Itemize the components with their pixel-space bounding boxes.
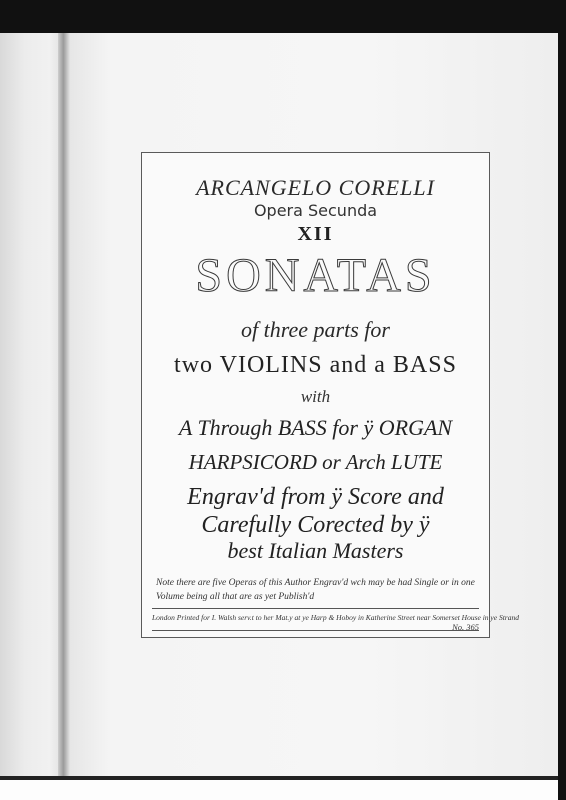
opus-number: Opera Secunda (253, 201, 378, 220)
scan-bottom-border (0, 776, 558, 780)
left-page-edge (0, 33, 62, 778)
engraved-title-plate (141, 152, 519, 638)
subtitle-line-8: best Italian Masters (227, 538, 404, 563)
publication-note: Note there are five Operas of this Author Engrav'd wch may be had Single or in one Volume being all that are as yet Publish'd (156, 578, 475, 602)
subtitle-line-1: of three parts for (241, 317, 390, 342)
sonata-count: XII (297, 223, 334, 245)
scan-top-border (0, 0, 566, 33)
imprint-bottom-rule (152, 630, 479, 631)
composer-name: ARCANGELO CORELLI (196, 175, 435, 200)
subtitle-line-2: two VIOLINS and a BASS (174, 352, 457, 378)
scan-right-border (558, 0, 566, 800)
subtitle-line-7: Carefully Corected by ÿ (201, 512, 430, 538)
subtitle-line-6: Engrav'd from ÿ Score and (187, 484, 444, 510)
subtitle-line-3: with (300, 387, 331, 406)
subtitle-line-4: A Through BASS for ÿ ORGAN (178, 415, 453, 440)
publisher-imprint: London Printed for I. Walsh serv.t to her Mat.y at ye Harp & Hoboy in Katherine Street near Somerset House in ye Strand (152, 613, 519, 622)
book-gutter (58, 33, 70, 778)
main-title: SONATAS (195, 249, 436, 302)
plate-number: No. 365 (452, 622, 479, 632)
imprint-top-rule (152, 608, 479, 609)
subtitle-line-5: HARPSICORD or Arch LUTE (188, 450, 443, 474)
